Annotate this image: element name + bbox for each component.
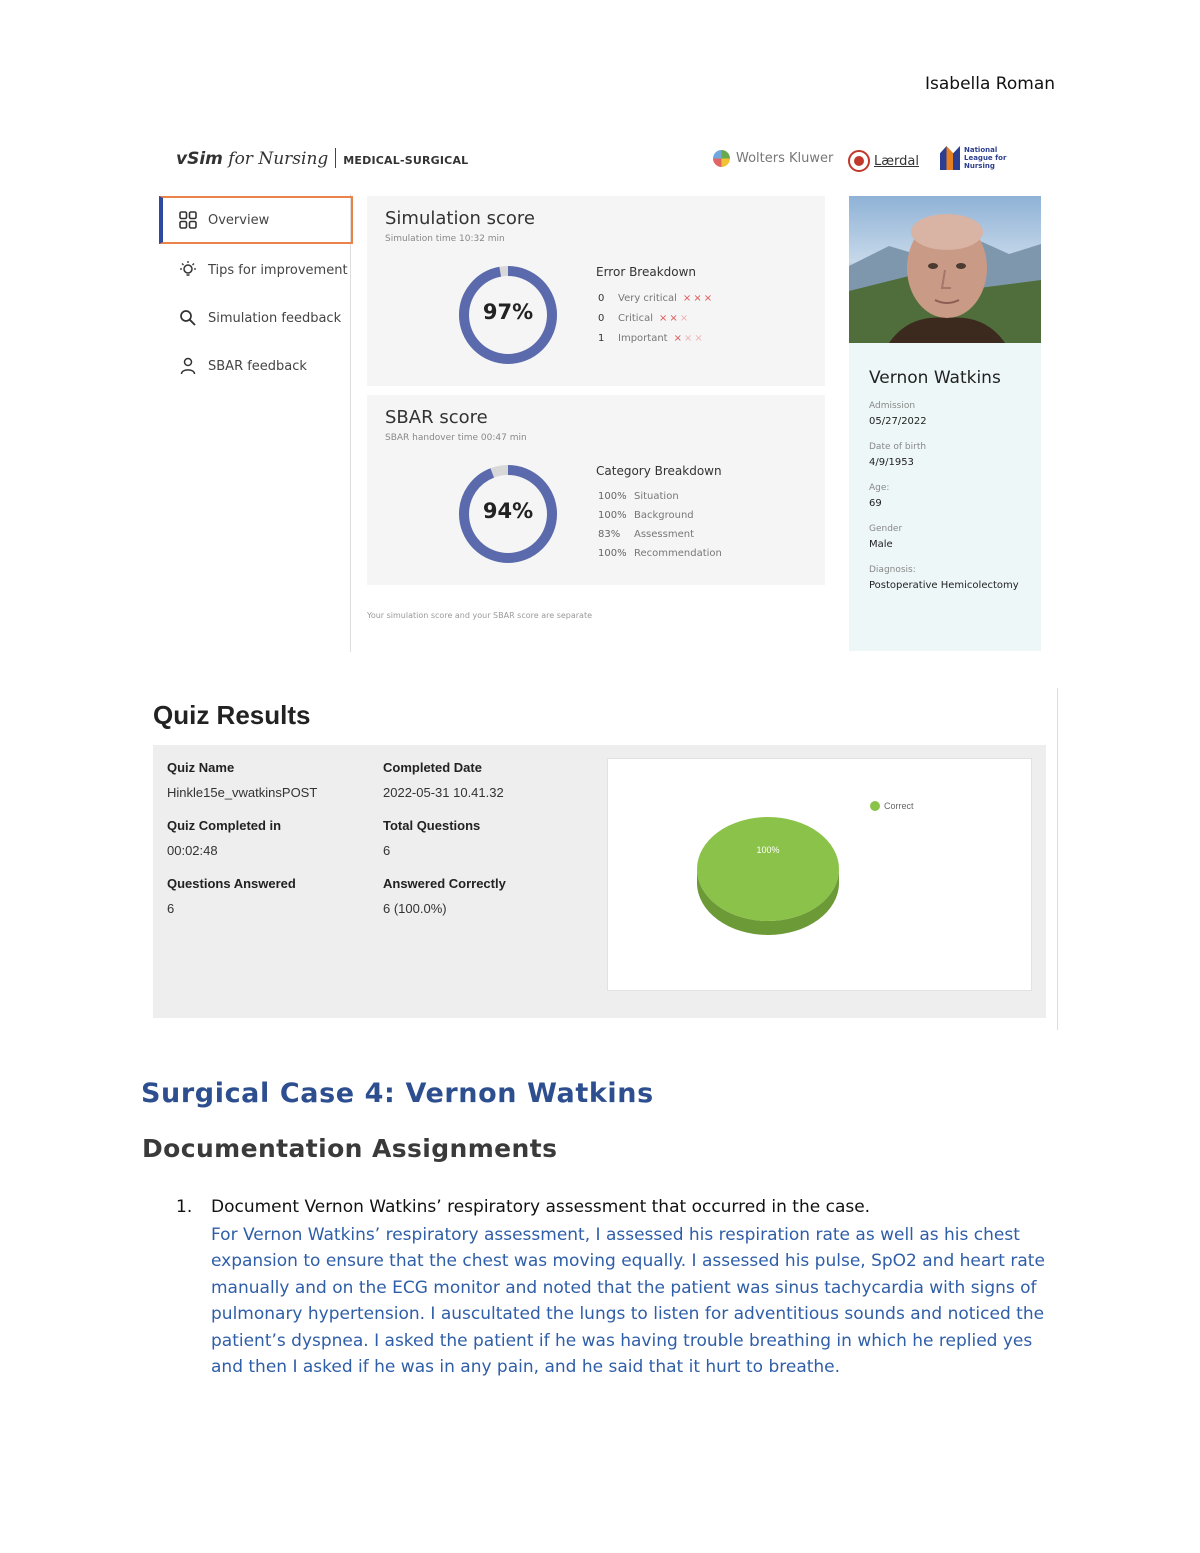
vsim-brand — [176, 148, 468, 169]
error-count: 0 — [598, 293, 605, 304]
category-row — [598, 510, 694, 521]
error-row — [598, 293, 714, 304]
wolters-kluwer-logo: Wolters Kluwer — [713, 150, 833, 167]
nav-simulation-feedback-label: Simulation feedback — [208, 310, 342, 326]
laerdal-logo: Lærdal — [848, 150, 919, 172]
patient-card — [849, 196, 1041, 651]
quiz-results-panel — [153, 745, 1046, 1018]
category-percent: 100% — [598, 491, 627, 502]
patient-field-label: Diagnosis: — [869, 565, 916, 575]
sbar-score-card — [367, 395, 825, 585]
error-count: 1 — [598, 333, 605, 344]
category-percent: 100% — [598, 548, 627, 559]
patient-field-label: Gender — [869, 524, 903, 534]
quiz-field-value: 6 (100.0%) — [383, 901, 447, 916]
error-severity-marks: ××× — [682, 293, 715, 304]
category-row — [598, 548, 722, 559]
person-icon — [178, 356, 198, 376]
category-breakdown-title: Category Breakdown — [596, 464, 722, 478]
nav-tips-label: Tips for improvement — [208, 262, 348, 278]
nln-icon — [940, 146, 960, 170]
category-percent: 100% — [598, 510, 627, 521]
quiz-field-label: Completed Date — [383, 760, 482, 775]
error-label: Important — [618, 333, 668, 344]
grid-icon — [178, 210, 198, 230]
quiz-results-title: Quiz Results — [153, 700, 311, 730]
quiz-field-label: Quiz Completed in — [167, 818, 282, 833]
patient-photo — [849, 196, 1041, 343]
laerdal-icon — [848, 150, 870, 172]
author-name: Isabella Roman — [925, 74, 1056, 94]
patient-name: Vernon Watkins — [869, 368, 1001, 388]
category-label: Background — [634, 510, 694, 521]
nav-overview[interactable] — [159, 196, 353, 244]
quiz-field-value: Hinkle15e_vwatkinsPOST — [167, 785, 318, 800]
error-severity-marks: ××× — [658, 313, 691, 324]
quiz-field-label: Answered Correctly — [383, 876, 506, 891]
patient-field-value: 69 — [869, 498, 882, 509]
pie-slice-correct — [697, 817, 839, 921]
error-count: 0 — [598, 313, 605, 324]
category-label: Recommendation — [634, 548, 722, 559]
quiz-field-value: 6 — [383, 843, 391, 858]
simulation-score-title: Simulation score — [385, 208, 535, 229]
quiz-field-value: 6 — [167, 901, 175, 916]
score-note: Your simulation score and your SBAR score are separate — [367, 611, 593, 620]
assignment-answer: For Vernon Watkins’ respiratory assessment, I assessed his respiration rate as well as his chest expansion to ensure that the chest was moving equally. I assessed his pulse, SpO2 and heart rate manually and on the ECG monitor and noted that the patient was sinus tachycardia with signs of pulmonary hypertension. I auscultated the lungs to listen for adventitious sounds and noticed the patient’s dyspnea. I asked the patient if he was having trouble breathing in which he replied yes and then I asked if he was in any pain, and he said that it hurt to breathe. — [211, 1225, 1045, 1378]
category-label: Assessment — [634, 529, 694, 540]
error-label: Critical — [618, 313, 653, 324]
error-label: Very critical — [618, 293, 677, 304]
patient-field-value: Postoperative Hemicolectomy — [869, 580, 1019, 591]
category-percent: 83% — [598, 529, 621, 540]
simulation-time: Simulation time 10:32 min — [385, 234, 505, 244]
brand-medical-surgical: MEDICAL-SURGICAL — [343, 154, 469, 167]
error-row — [598, 313, 690, 324]
error-row — [598, 333, 705, 344]
simulation-score-donut — [457, 264, 559, 366]
legend-label-correct: Correct — [884, 801, 914, 811]
nav-sbar-feedback[interactable] — [159, 342, 353, 390]
sbar-score-value: 94% — [482, 499, 534, 523]
nav-simulation-feedback[interactable] — [159, 294, 353, 342]
quiz-field-value: 00:02:48 — [167, 843, 218, 858]
patient-field-label: Admission — [869, 401, 916, 411]
quiz-field-value: 2022-05-31 10.41.32 — [383, 785, 504, 800]
nav-tips[interactable] — [159, 246, 353, 294]
patient-field-value: Male — [869, 539, 893, 550]
nav-sbar-feedback-label: SBAR feedback — [208, 358, 307, 374]
brand-vsim: vSim — [176, 149, 223, 169]
sbar-score-title: SBAR score — [385, 407, 488, 428]
patient-field-label: Age: — [869, 483, 890, 493]
patient-field-value: 4/9/1953 — [869, 457, 914, 468]
vsim-header — [176, 144, 1036, 178]
category-row — [598, 491, 679, 502]
category-row — [598, 529, 694, 540]
vsim-sidebar — [159, 194, 351, 652]
error-breakdown-title: Error Breakdown — [596, 265, 697, 279]
lightbulb-icon — [178, 260, 198, 280]
category-label: Situation — [634, 491, 679, 502]
quiz-pie-chart — [607, 758, 1032, 991]
wolters-kluwer-icon — [713, 150, 730, 167]
quiz-field-label: Questions Answered — [167, 876, 296, 891]
section-heading: Documentation Assignments — [142, 1134, 558, 1163]
quiz-field-label: Quiz Name — [167, 760, 235, 775]
case-heading: Surgical Case 4: Vernon Watkins — [141, 1078, 654, 1109]
brand-for-nursing: for Nursing — [228, 149, 329, 169]
quiz-field-label: Total Questions — [383, 818, 481, 833]
search-icon — [178, 308, 198, 328]
sbar-score-donut — [457, 463, 559, 565]
list-number: 1. — [176, 1197, 193, 1217]
error-severity-marks: ××× — [673, 333, 705, 344]
patient-field-label: Date of birth — [869, 442, 927, 452]
sbar-time: SBAR handover time 00:47 min — [385, 433, 527, 443]
assignment-question: Document Vernon Watkins’ respiratory assessment that occurred in the case. — [211, 1197, 871, 1217]
simulation-score-card — [367, 196, 825, 386]
simulation-score-value: 97% — [482, 300, 534, 324]
nln-logo: National League for Nursing — [940, 146, 1028, 170]
nav-overview-label: Overview — [208, 212, 270, 228]
patient-field-value: 05/27/2022 — [869, 416, 927, 427]
pie-data-label: 100% — [756, 845, 780, 855]
